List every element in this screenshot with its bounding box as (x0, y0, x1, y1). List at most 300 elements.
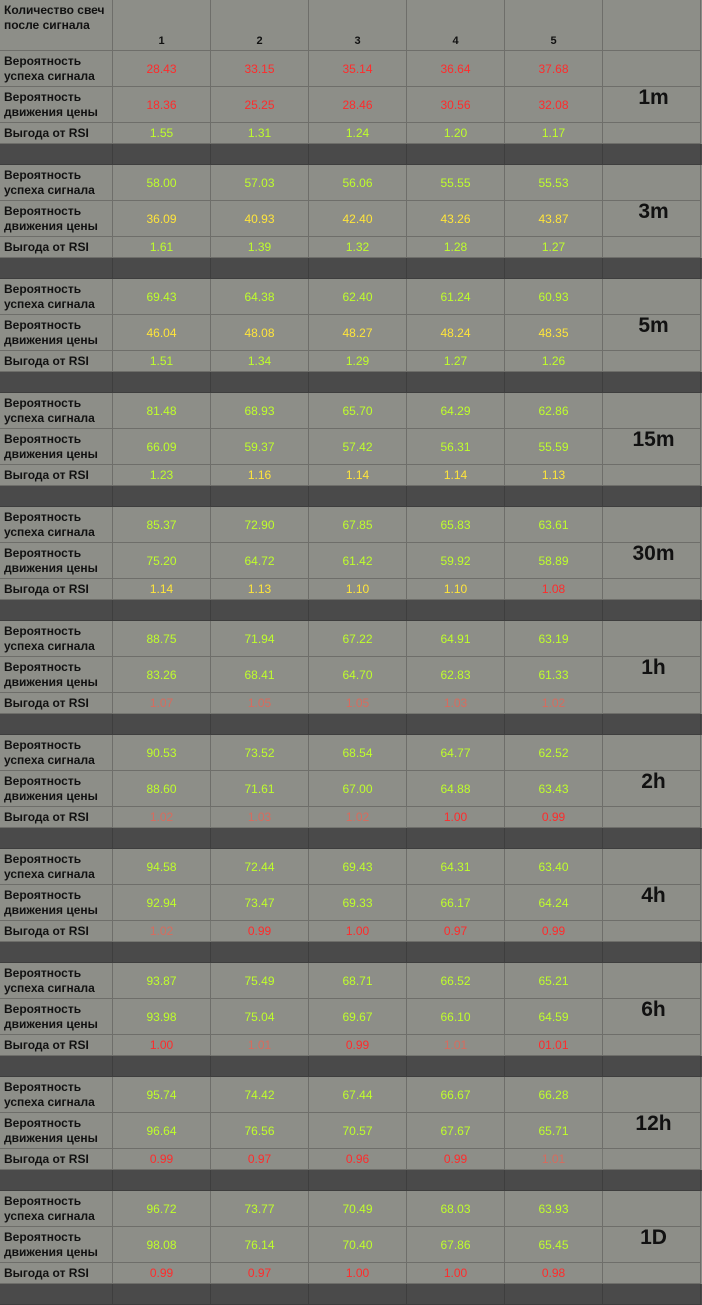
value-cell: 64.72 (211, 543, 309, 579)
header-col-3: 3 (309, 0, 407, 51)
value-cell: 64.77 (407, 735, 505, 771)
value-cell: 88.60 (113, 771, 211, 807)
value-cell: 46.04 (113, 315, 211, 351)
value-cell: 57.03 (211, 165, 309, 201)
value-cell: 55.59 (505, 429, 603, 465)
benefit-row (0, 579, 702, 600)
value-cell: 90.53 (113, 735, 211, 771)
header-col-2: 2 (211, 0, 309, 51)
timeframe-label: 12h (635, 1111, 672, 1135)
row-label: Вероятность успеха сигнала (0, 279, 113, 315)
separator-cell (603, 942, 701, 963)
value-cell: 1.01 (407, 1035, 505, 1056)
separator-cell (309, 372, 407, 393)
header-col-timeframe (603, 0, 701, 51)
price-row (0, 315, 702, 351)
value-cell: 59.37 (211, 429, 309, 465)
separator-cell (309, 1284, 407, 1305)
price-row (0, 201, 702, 237)
row-label: Вероятность успеха сигнала (0, 165, 113, 201)
value-cell: 65.21 (505, 963, 603, 999)
value-cell: 64.59 (505, 999, 603, 1035)
timeframe-label: 2h (641, 769, 666, 793)
value-cell: 64.88 (407, 771, 505, 807)
value-cell: 61.42 (309, 543, 407, 579)
value-cell: 76.56 (211, 1113, 309, 1149)
value-cell: 0.99 (309, 1035, 407, 1056)
value-cell: 69.43 (113, 279, 211, 315)
row-label: Вероятность успеха сигнала (0, 963, 113, 999)
separator-cell (0, 372, 113, 393)
price-row (0, 543, 702, 579)
value-cell: 1.05 (211, 693, 309, 714)
separator-cell (309, 1056, 407, 1077)
separator-cell (505, 714, 603, 735)
separator-cell (407, 258, 505, 279)
value-cell: 55.53 (505, 165, 603, 201)
separator-cell (603, 714, 701, 735)
value-cell: 01.01 (505, 1035, 603, 1056)
value-cell: 75.04 (211, 999, 309, 1035)
value-cell: 56.06 (309, 165, 407, 201)
value-cell: 64.70 (309, 657, 407, 693)
row-label: Вероятность движения цены (0, 1113, 113, 1149)
row-label: Выгода от RSI (0, 807, 113, 828)
value-cell: 62.86 (505, 393, 603, 429)
separator-cell (113, 258, 211, 279)
success-row (0, 621, 702, 657)
benefit-row (0, 123, 702, 144)
value-cell: 1.00 (309, 921, 407, 942)
separator-cell (113, 714, 211, 735)
value-cell: 59.92 (407, 543, 505, 579)
value-cell: 93.98 (113, 999, 211, 1035)
value-cell: 1.61 (113, 237, 211, 258)
value-cell: 83.26 (113, 657, 211, 693)
value-cell: 32.08 (505, 87, 603, 123)
value-cell: 33.15 (211, 51, 309, 87)
row-label: Выгода от RSI (0, 1263, 113, 1284)
value-cell: 43.87 (505, 201, 603, 237)
value-cell: 72.44 (211, 849, 309, 885)
separator-cell (113, 486, 211, 507)
success-row (0, 393, 702, 429)
separator-cell (211, 486, 309, 507)
separator-row (0, 828, 702, 849)
separator-cell (603, 1056, 701, 1077)
value-cell: 68.03 (407, 1191, 505, 1227)
value-cell: 35.14 (309, 51, 407, 87)
value-cell: 1.14 (309, 465, 407, 486)
value-cell: 73.77 (211, 1191, 309, 1227)
timeframe-label: 30m (632, 541, 675, 565)
value-cell: 37.68 (505, 51, 603, 87)
benefit-row (0, 1149, 702, 1170)
value-cell: 0.97 (211, 1149, 309, 1170)
value-cell: 68.93 (211, 393, 309, 429)
row-label: Вероятность движения цены (0, 429, 113, 465)
value-cell: 1.08 (505, 579, 603, 600)
value-cell: 1.23 (113, 465, 211, 486)
row-label: Вероятность движения цены (0, 315, 113, 351)
value-cell: 71.61 (211, 771, 309, 807)
value-cell: 1.02 (505, 693, 603, 714)
separator-cell (603, 144, 701, 165)
value-cell: 48.35 (505, 315, 603, 351)
separator-cell (505, 1284, 603, 1305)
separator-cell (407, 144, 505, 165)
value-cell: 1.55 (113, 123, 211, 144)
value-cell: 43.26 (407, 201, 505, 237)
value-cell: 48.08 (211, 315, 309, 351)
separator-cell (505, 372, 603, 393)
row-label: Выгода от RSI (0, 693, 113, 714)
value-cell: 66.17 (407, 885, 505, 921)
value-cell: 1.27 (407, 351, 505, 372)
row-label: Вероятность движения цены (0, 885, 113, 921)
separator-cell (113, 1284, 211, 1305)
value-cell: 1.02 (113, 807, 211, 828)
timeframe-label: 4h (641, 883, 666, 907)
header-row (0, 0, 702, 51)
value-cell: 60.93 (505, 279, 603, 315)
value-cell: 64.31 (407, 849, 505, 885)
value-cell: 40.93 (211, 201, 309, 237)
value-cell: 1.13 (505, 465, 603, 486)
separator-cell (505, 258, 603, 279)
row-label: Выгода от RSI (0, 123, 113, 144)
value-cell: 42.40 (309, 201, 407, 237)
value-cell: 1.00 (309, 1263, 407, 1284)
row-label: Вероятность движения цены (0, 657, 113, 693)
value-cell: 93.87 (113, 963, 211, 999)
row-label: Вероятность движения цены (0, 1227, 113, 1263)
value-cell: 1.39 (211, 237, 309, 258)
separator-cell (113, 600, 211, 621)
value-cell: 63.19 (505, 621, 603, 657)
timeframe-label: 1m (638, 85, 669, 109)
value-cell: 69.43 (309, 849, 407, 885)
separator-cell (603, 372, 701, 393)
separator-cell (113, 1056, 211, 1077)
value-cell: 61.24 (407, 279, 505, 315)
timeframe-label: 1D (640, 1225, 667, 1249)
separator-cell (309, 714, 407, 735)
success-row (0, 507, 702, 543)
timeframe-label: 5m (638, 313, 669, 337)
separator-row (0, 258, 702, 279)
separator-cell (0, 714, 113, 735)
row-label: Выгода от RSI (0, 579, 113, 600)
separator-cell (211, 714, 309, 735)
value-cell: 81.48 (113, 393, 211, 429)
success-row (0, 1077, 702, 1113)
value-cell: 36.64 (407, 51, 505, 87)
value-cell: 71.94 (211, 621, 309, 657)
value-cell: 69.33 (309, 885, 407, 921)
value-cell: 28.43 (113, 51, 211, 87)
value-cell: 1.28 (407, 237, 505, 258)
separator-cell (603, 1170, 701, 1191)
separator-cell (505, 1056, 603, 1077)
benefit-row (0, 1035, 702, 1056)
separator-cell (0, 1056, 113, 1077)
separator-cell (113, 144, 211, 165)
row-label: Вероятность успеха сигнала (0, 507, 113, 543)
separator-cell (211, 1056, 309, 1077)
value-cell: 62.83 (407, 657, 505, 693)
value-cell: 64.29 (407, 393, 505, 429)
value-cell: 96.72 (113, 1191, 211, 1227)
value-cell: 1.31 (211, 123, 309, 144)
value-cell: 94.58 (113, 849, 211, 885)
separator-cell (407, 1284, 505, 1305)
row-label: Вероятность успеха сигнала (0, 735, 113, 771)
separator-cell (211, 258, 309, 279)
value-cell: 1.26 (505, 351, 603, 372)
separator-cell (113, 942, 211, 963)
price-row (0, 87, 702, 123)
separator-row (0, 372, 702, 393)
value-cell: 67.44 (309, 1077, 407, 1113)
separator-cell (505, 828, 603, 849)
value-cell: 30.56 (407, 87, 505, 123)
value-cell: 75.49 (211, 963, 309, 999)
separator-cell (505, 486, 603, 507)
value-cell: 57.42 (309, 429, 407, 465)
success-row (0, 51, 702, 87)
value-cell: 63.93 (505, 1191, 603, 1227)
value-cell: 1.10 (309, 579, 407, 600)
row-label: Вероятность движения цены (0, 543, 113, 579)
separator-cell (309, 600, 407, 621)
success-row (0, 279, 702, 315)
separator-cell (309, 942, 407, 963)
row-label: Выгода от RSI (0, 1149, 113, 1170)
value-cell: 28.46 (309, 87, 407, 123)
header-col-5: 5 (505, 0, 603, 51)
value-cell: 64.38 (211, 279, 309, 315)
row-label: Вероятность успеха сигнала (0, 1077, 113, 1113)
value-cell: 0.99 (211, 921, 309, 942)
value-cell: 0.99 (113, 1263, 211, 1284)
row-label: Выгода от RSI (0, 465, 113, 486)
value-cell: 92.94 (113, 885, 211, 921)
price-row (0, 429, 702, 465)
row-label: Выгода от RSI (0, 1035, 113, 1056)
separator-cell (603, 600, 701, 621)
value-cell: 62.52 (505, 735, 603, 771)
separator-cell (211, 1284, 309, 1305)
value-cell: 1.13 (211, 579, 309, 600)
separator-cell (407, 1170, 505, 1191)
value-cell: 65.70 (309, 393, 407, 429)
separator-cell (0, 1170, 113, 1191)
separator-cell (505, 600, 603, 621)
value-cell: 67.67 (407, 1113, 505, 1149)
value-cell: 1.07 (113, 693, 211, 714)
separator-cell (603, 828, 701, 849)
price-row (0, 885, 702, 921)
value-cell: 64.91 (407, 621, 505, 657)
value-cell: 66.09 (113, 429, 211, 465)
value-cell: 1.00 (113, 1035, 211, 1056)
value-cell: 48.27 (309, 315, 407, 351)
value-cell: 1.32 (309, 237, 407, 258)
separator-cell (211, 372, 309, 393)
value-cell: 58.89 (505, 543, 603, 579)
separator-cell (211, 600, 309, 621)
price-row (0, 657, 702, 693)
value-cell: 1.02 (113, 921, 211, 942)
value-cell: 1.05 (309, 693, 407, 714)
success-row (0, 1191, 702, 1227)
header-label: Количество свеч после сигнала (0, 0, 113, 51)
timeframe-label: 6h (641, 997, 666, 1021)
value-cell: 85.37 (113, 507, 211, 543)
row-label: Вероятность движения цены (0, 999, 113, 1035)
separator-cell (309, 486, 407, 507)
value-cell: 69.67 (309, 999, 407, 1035)
separator-cell (0, 942, 113, 963)
value-cell: 1.24 (309, 123, 407, 144)
row-label: Вероятность успеха сигнала (0, 849, 113, 885)
value-cell: 1.03 (211, 807, 309, 828)
value-cell: 70.40 (309, 1227, 407, 1263)
value-cell: 1.14 (407, 465, 505, 486)
row-label: Вероятность успеха сигнала (0, 393, 113, 429)
value-cell: 0.97 (211, 1263, 309, 1284)
separator-row (0, 1170, 702, 1191)
separator-cell (0, 258, 113, 279)
value-cell: 56.31 (407, 429, 505, 465)
separator-cell (603, 486, 701, 507)
separator-cell (407, 714, 505, 735)
value-cell: 1.00 (407, 807, 505, 828)
separator-cell (407, 942, 505, 963)
value-cell: 61.33 (505, 657, 603, 693)
separator-cell (505, 144, 603, 165)
row-label: Вероятность движения цены (0, 771, 113, 807)
benefit-row (0, 921, 702, 942)
value-cell: 98.08 (113, 1227, 211, 1263)
value-cell: 63.40 (505, 849, 603, 885)
benefit-row (0, 465, 702, 486)
value-cell: 0.99 (505, 807, 603, 828)
value-cell: 55.55 (407, 165, 505, 201)
value-cell: 1.16 (211, 465, 309, 486)
value-cell: 66.67 (407, 1077, 505, 1113)
value-cell: 65.71 (505, 1113, 603, 1149)
row-label: Выгода от RSI (0, 921, 113, 942)
price-row (0, 771, 702, 807)
row-label: Вероятность успеха сигнала (0, 1191, 113, 1227)
value-cell: 66.28 (505, 1077, 603, 1113)
value-cell: 62.40 (309, 279, 407, 315)
separator-cell (113, 1170, 211, 1191)
value-cell: 36.09 (113, 201, 211, 237)
value-cell: 68.41 (211, 657, 309, 693)
header-col-4: 4 (407, 0, 505, 51)
value-cell: 68.54 (309, 735, 407, 771)
value-cell: 0.99 (505, 921, 603, 942)
separator-cell (211, 942, 309, 963)
value-cell: 25.25 (211, 87, 309, 123)
value-cell: 88.75 (113, 621, 211, 657)
value-cell: 73.47 (211, 885, 309, 921)
value-cell: 74.42 (211, 1077, 309, 1113)
separator-cell (211, 144, 309, 165)
value-cell: 64.24 (505, 885, 603, 921)
separator-cell (407, 372, 505, 393)
value-cell: 68.71 (309, 963, 407, 999)
value-cell: 95.74 (113, 1077, 211, 1113)
value-cell: 0.96 (309, 1149, 407, 1170)
value-cell: 75.20 (113, 543, 211, 579)
value-cell: 67.22 (309, 621, 407, 657)
value-cell: 1.51 (113, 351, 211, 372)
separator-row (0, 1284, 702, 1305)
value-cell: 1.27 (505, 237, 603, 258)
separator-row (0, 942, 702, 963)
row-label: Вероятность успеха сигнала (0, 621, 113, 657)
value-cell: 67.86 (407, 1227, 505, 1263)
separator-cell (113, 828, 211, 849)
separator-cell (603, 258, 701, 279)
value-cell: 72.90 (211, 507, 309, 543)
separator-row (0, 486, 702, 507)
price-row (0, 1113, 702, 1149)
value-cell: 76.14 (211, 1227, 309, 1263)
benefit-row (0, 351, 702, 372)
value-cell: 1.14 (113, 579, 211, 600)
separator-cell (505, 1170, 603, 1191)
separator-cell (505, 942, 603, 963)
separator-cell (309, 828, 407, 849)
value-cell: 1.20 (407, 123, 505, 144)
row-label: Вероятность движения цены (0, 87, 113, 123)
separator-cell (407, 828, 505, 849)
separator-cell (0, 828, 113, 849)
separator-row (0, 714, 702, 735)
value-cell: 63.43 (505, 771, 603, 807)
separator-cell (0, 144, 113, 165)
value-cell: 70.49 (309, 1191, 407, 1227)
row-label: Выгода от RSI (0, 237, 113, 258)
timeframe-label: 15m (632, 427, 675, 451)
value-cell: 96.64 (113, 1113, 211, 1149)
value-cell: 73.52 (211, 735, 309, 771)
row-label: Вероятность движения цены (0, 201, 113, 237)
separator-cell (407, 486, 505, 507)
separator-row (0, 1056, 702, 1077)
separator-cell (211, 1170, 309, 1191)
price-row (0, 1227, 702, 1263)
separator-cell (309, 258, 407, 279)
value-cell: 0.99 (407, 1149, 505, 1170)
value-cell: 67.00 (309, 771, 407, 807)
success-row (0, 849, 702, 885)
value-cell: 1.29 (309, 351, 407, 372)
row-label: Выгода от RSI (0, 351, 113, 372)
header-col-1: 1 (113, 0, 211, 51)
value-cell: 1.34 (211, 351, 309, 372)
value-cell: 48.24 (407, 315, 505, 351)
value-cell: 1.03 (407, 693, 505, 714)
benefit-row (0, 1263, 702, 1284)
success-row (0, 165, 702, 201)
separator-cell (0, 486, 113, 507)
